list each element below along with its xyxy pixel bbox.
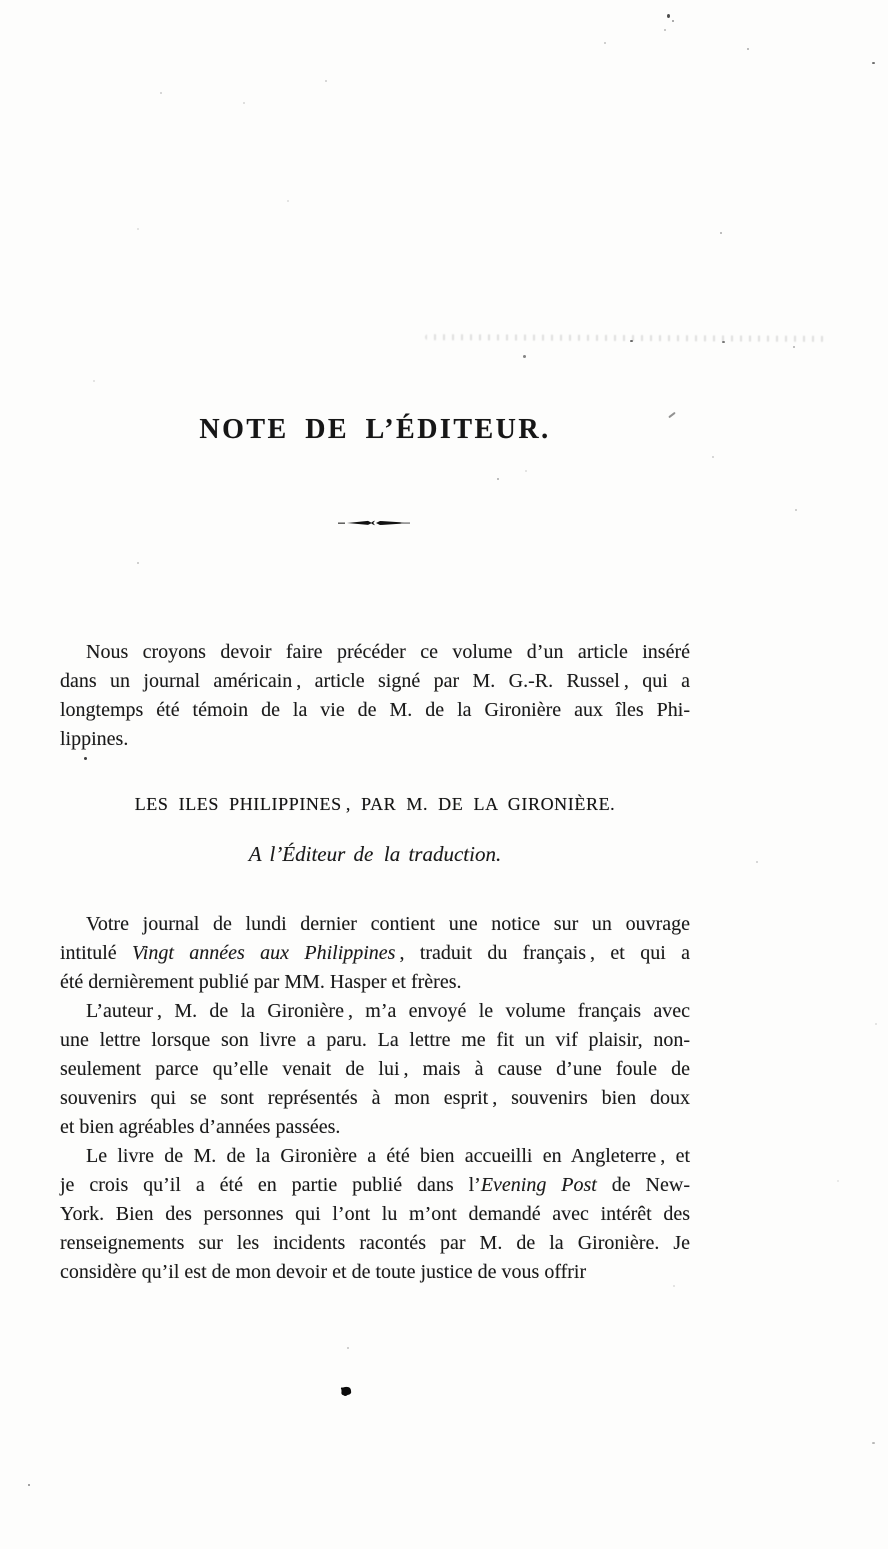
text-segment: longtemps été témoin de la vie de M. de la Gironière aux îles Phi- [60,699,690,721]
section-heading: LES ILES PHILIPPINES , PAR M. DE LA GIRONIÈRE. [134,794,616,814]
scan-speck [795,509,797,511]
text-segment: une lettre lorsque son livre a paru. La lettre me fit un vif plaisir, non- [60,1029,690,1051]
text-segment: seulement parce qu’elle venait de lui , mais à cause d’une foule de [60,1058,690,1080]
scan-speck [875,1023,877,1025]
scan-speck [243,102,245,104]
scan-speck [793,346,795,348]
scan-speck [720,232,722,234]
text-line [60,1113,690,1142]
paragraph [60,1142,690,1287]
text-line [60,1142,690,1171]
text-line [60,1229,690,1258]
text-segment: intitulé [60,942,133,964]
scan-speck [137,562,139,564]
scan-speck [523,355,526,358]
text-line [60,1055,690,1084]
text-segment: renseignements sur les incidents racontés par M. de la Gironière. Je [60,1232,690,1254]
text-line [60,997,690,1026]
scan-speck [93,380,95,382]
scan-speck [84,757,87,760]
text-segment: Nous croyons devoir faire précéder ce volume d’un article inséré [86,641,690,663]
text-segment: , traduit du français , et qui a [395,942,690,964]
text-segment: et bien agréables d’années passées. [60,1116,341,1138]
text-line [60,638,690,667]
scan-speck [137,228,139,230]
text-line [60,910,690,939]
text-line [60,1258,690,1287]
ink-blot [338,1385,354,1403]
text-segment: je crois qu’il a été en partie publié dans l’ [60,1174,481,1196]
text-line [60,667,690,696]
text-segment: de New- [596,1174,690,1196]
scan-speck [630,340,633,342]
text-line [60,725,690,754]
text-block [60,0,690,1549]
text-segment: dans un journal américain , article signé par M. G.-R. Russel , qui a [60,670,690,692]
text-segment: lippines. [60,728,129,750]
text-line [60,968,690,997]
body-text [60,638,690,1287]
scan-speck [872,62,875,64]
scan-speck [287,200,289,202]
text-line [60,696,690,725]
scan-speck [160,92,162,94]
paragraph [60,910,690,997]
paragraph [60,638,690,754]
scan-speck [325,80,327,82]
scan-speck [673,1285,675,1287]
scan-speck [664,29,666,31]
scan-speck [756,861,758,863]
scan-speck [712,456,714,458]
text-line [60,1171,690,1200]
italic-text: Vingt années aux Philippines [132,942,396,964]
page-title: NOTE DE L’ÉDITEUR. [199,414,551,445]
italic-text: Evening Post [480,1174,597,1196]
scan-speck [747,48,749,50]
scan-speck [497,478,499,480]
text-segment: souvenirs qui se sont représentés à mon esprit , souvenirs bien doux [60,1087,690,1109]
paragraph [60,997,690,1142]
text-line [60,1026,690,1055]
byline: A l’Éditeur de la traduction. [248,842,502,866]
text-segment: York. Bien des personnes qui l’ont lu m’ont demandé avec intérêt des [60,1203,690,1225]
text-segment: considère qu’il est de mon devoir et de toute justice de vous offrir [60,1261,587,1283]
text-segment: L’auteur , M. de la Gironière , m’a envoyé le volume français avec [86,1000,690,1022]
tapered-rule-divider-icon [338,515,410,525]
text-line [60,1084,690,1113]
text-line [60,1200,690,1229]
scan-speck [347,1347,349,1349]
scan-speck [872,1442,875,1444]
text-segment: été dernièrement publié par MM. Hasper et frères. [60,971,462,993]
scan-speck [28,1484,30,1486]
text-segment: Le livre de M. de la Gironière a été bien accueilli en Angleterre , et [86,1145,690,1167]
scan-speck [604,42,606,44]
scan-speck [667,14,670,18]
text-segment: Votre journal de lundi dernier contient une notice sur un ouvrage [86,913,690,935]
scan-speck [672,20,674,22]
scan-speck [525,470,527,472]
text-line [60,939,690,968]
scan-speck [722,341,725,343]
scan-speck [837,1180,839,1182]
